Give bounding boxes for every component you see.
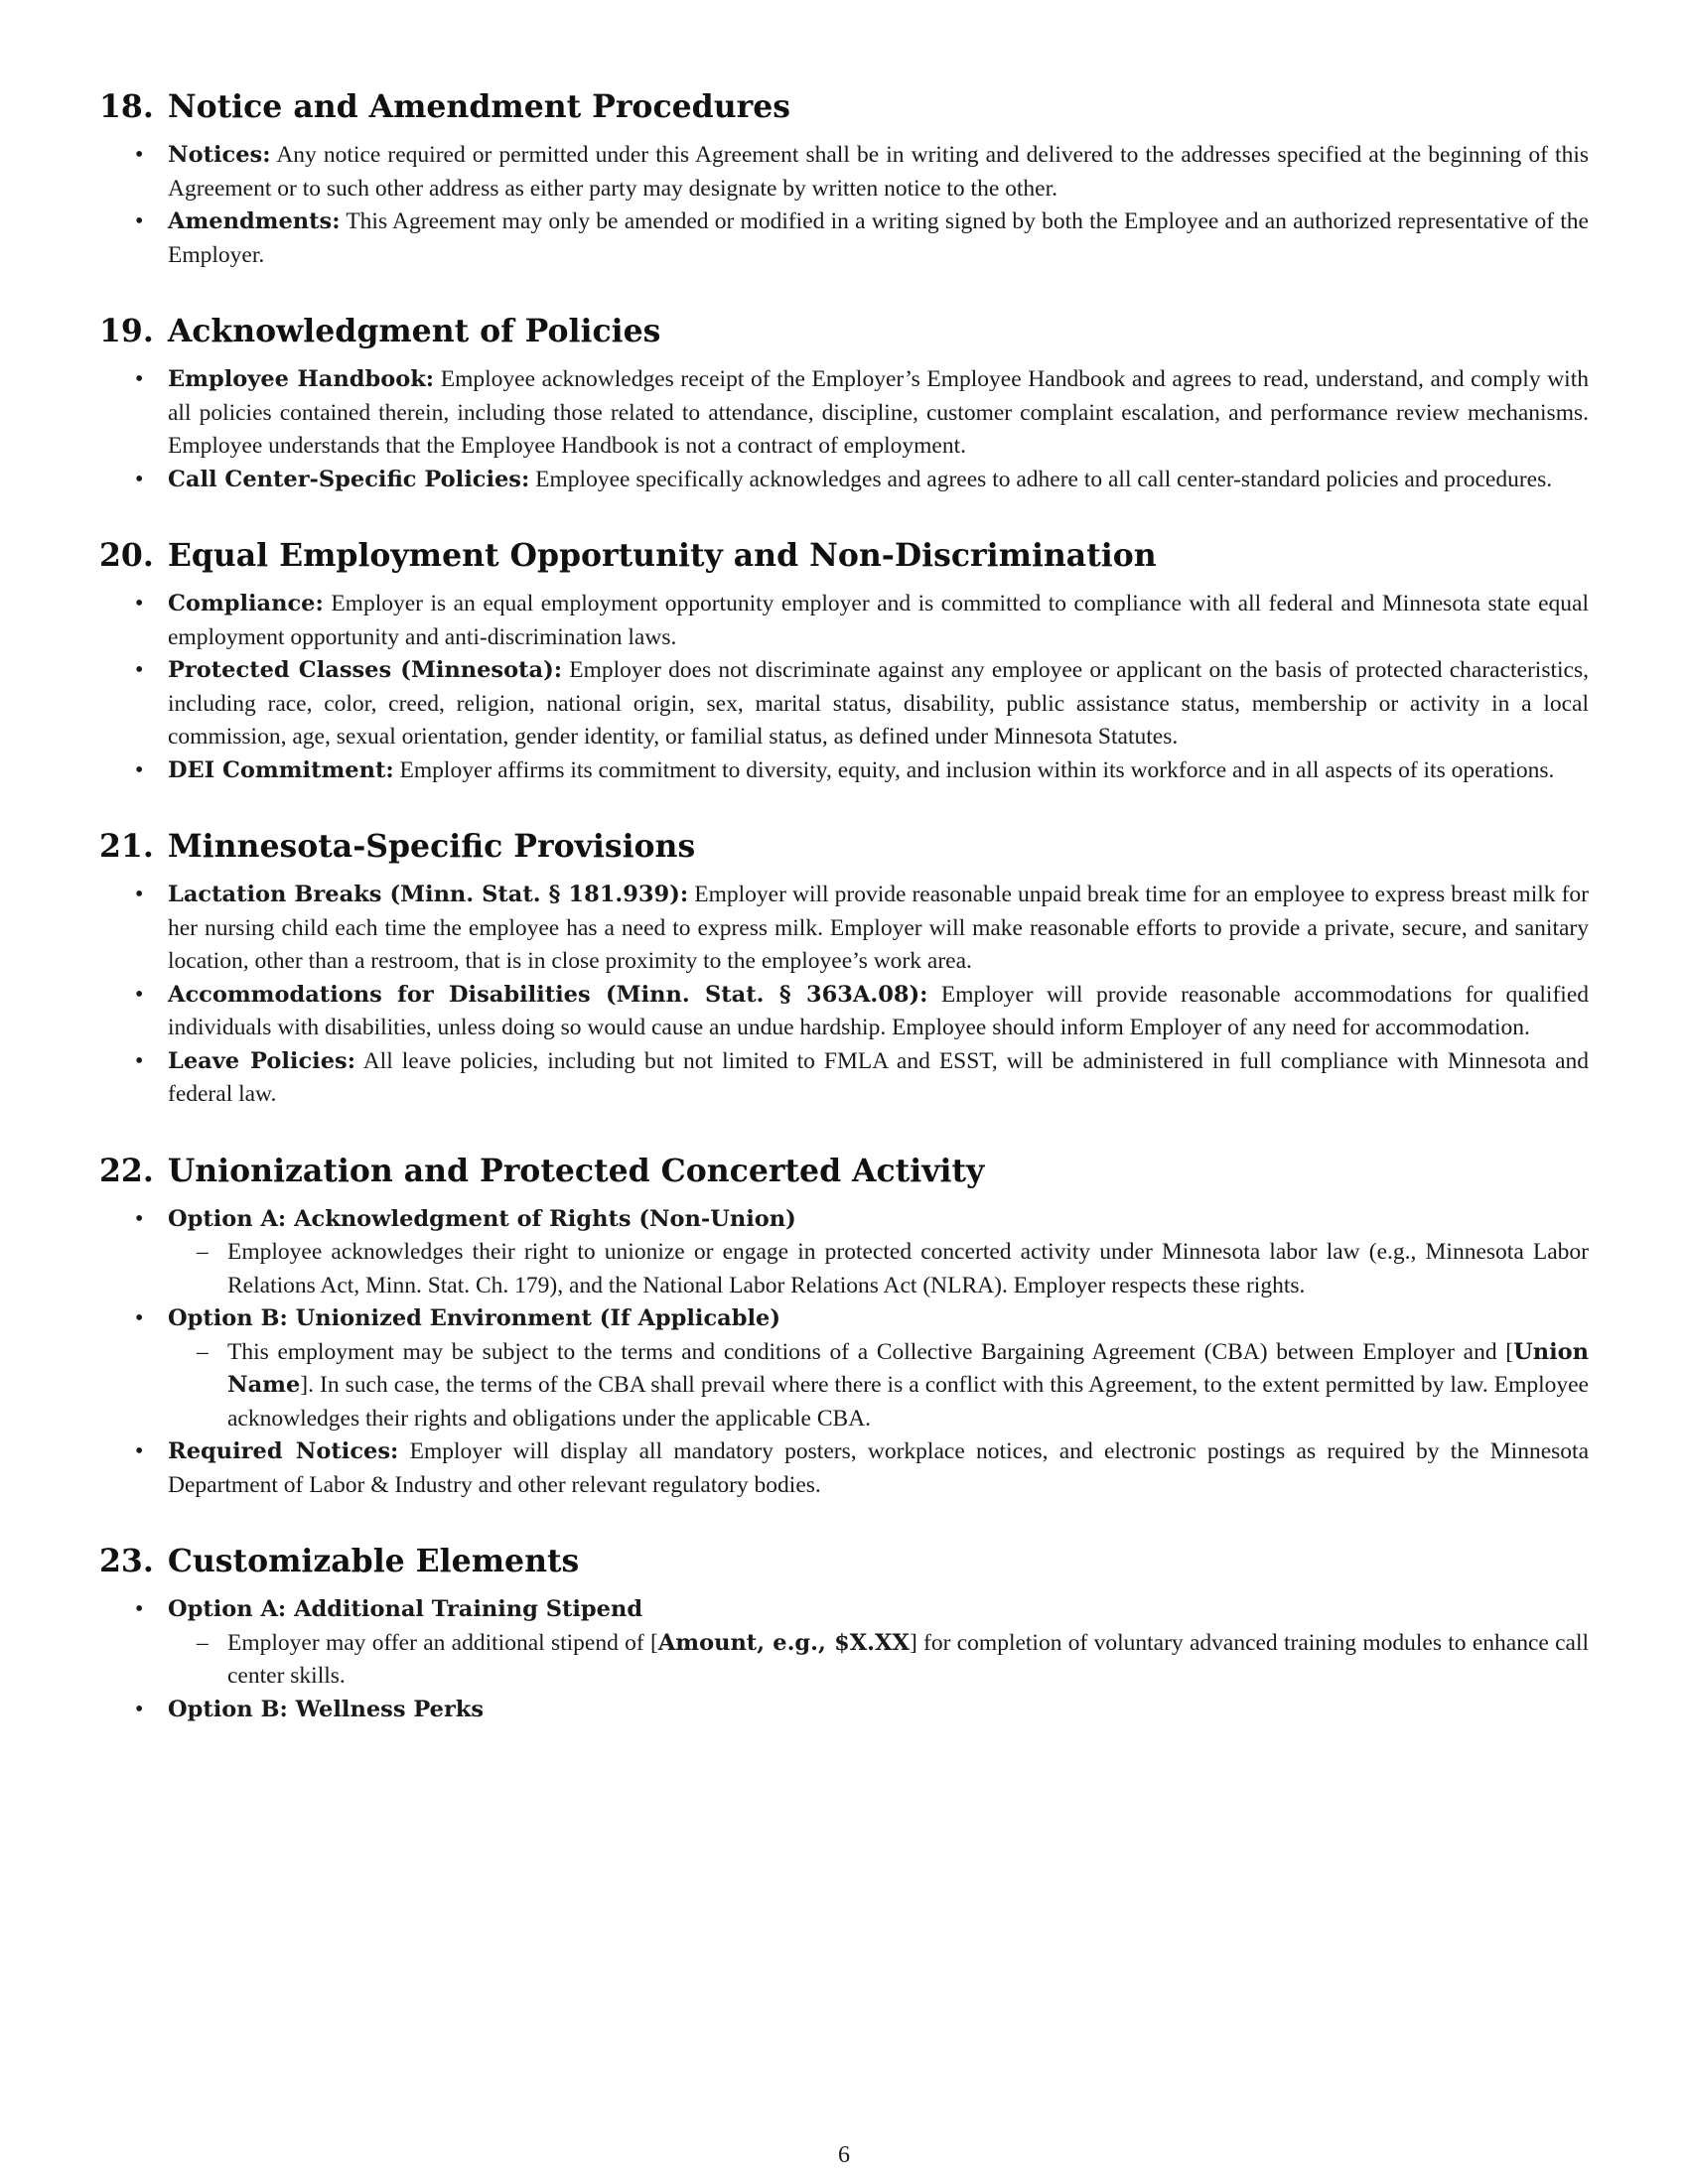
list-item: [99, 139, 1589, 205]
section-number: 20.: [99, 537, 154, 574]
item-text: Employer will display all mandatory posters, workplace notices, and electronic postings as required by the Minnesota Department of Labor & Industry and other relevant regulatory bodies.: [168, 1438, 1589, 1498]
item-text: Employer will provide reasonable accommodations for qualified individuals with disabilities, unless doing so would cause an undue hardship. Employee should inform Employer of any need for accommodation.: [168, 981, 1589, 1040]
item-lead: Leave Policies:: [168, 1047, 356, 1074]
list-item: [99, 1593, 1589, 1694]
section-heading: [99, 827, 1589, 867]
section-number: 21.: [99, 828, 154, 865]
bullet-list: [99, 1203, 1589, 1503]
section-heading: [99, 1542, 1589, 1581]
sub-item-text: Employee acknowledges their right to unionize or engage in protected concerted activity under Minnesota labor law (e.g., Minnesota Labor Relations Act, Minn. Stat. Ch. 179), and the National Labor Relations Act (NLRA). Employer respects these rights.: [227, 1239, 1589, 1298]
item-lead: Option B: Unionized Environment (If Applicable): [168, 1305, 781, 1331]
section-heading: [99, 1152, 1589, 1191]
item-lead: Option B: Wellness Perks: [168, 1696, 485, 1722]
item-lead: Option A: Acknowledgment of Rights (Non-Union): [168, 1205, 796, 1232]
placeholder-field: Amount, e.g., $X.XX: [657, 1629, 910, 1656]
sub-list-item: [168, 1336, 1589, 1436]
list-item: [99, 654, 1589, 754]
item-text: Employer is an equal employment opportunity employer and is committed to compliance with all federal and Minnesota state equal employment opportunity and anti-discrimination laws.: [168, 591, 1589, 650]
sub-item-text: ] for completion of voluntary advanced training modules to enhance call center skills.: [227, 1629, 1590, 1689]
sub-list: [168, 1336, 1589, 1436]
bullet-list: [99, 139, 1589, 272]
item-lead: Amendments:: [168, 208, 341, 234]
section-title: Minnesota-Specific Provisions: [167, 828, 696, 865]
item-text: Employer will provide reasonable unpaid break time for an employee to express breast milk for her nursing child each time the employee has a need to express milk. Employer will make reasonable efforts to provide a private, secure, and sanitary location, other than a restroom, that is in close proximity to the employee’s work area.: [168, 882, 1589, 974]
list-item: [99, 1203, 1589, 1303]
sub-list-item: [168, 1627, 1589, 1694]
sub-list: [168, 1627, 1589, 1694]
section-number: 22.: [99, 1152, 154, 1189]
item-lead: Compliance:: [168, 591, 324, 616]
section-heading: [99, 312, 1589, 351]
sub-list: [168, 1236, 1589, 1302]
bullet-list: [99, 588, 1589, 787]
item-text: Employer affirms its commitment to diversity, equity, and inclusion within its workforce and in all aspects of its operations.: [393, 756, 1555, 783]
sub-list-item: [168, 1236, 1589, 1302]
section-number: 18.: [99, 88, 154, 125]
item-lead: Call Center-Specific Policies:: [168, 466, 530, 492]
section-heading: [99, 87, 1589, 127]
item-text: This Agreement may only be amended or modified in a writing signed by both the Employee and an authorized representative of the Employer.: [168, 208, 1589, 268]
item-lead: Required Notices:: [168, 1438, 399, 1464]
section-title: Equal Employment Opportunity and Non-Discrimination: [167, 537, 1157, 574]
sub-item-text: Employer may offer an additional stipend of [: [227, 1629, 658, 1656]
list-item: [99, 754, 1589, 788]
item-lead: Protected Classes (Minnesota):: [168, 657, 563, 683]
item-lead: Lactation Breaks (Minn. Stat. § 181.939):: [168, 882, 689, 907]
section-number: 23.: [99, 1543, 154, 1579]
sub-item-text: This employment may be subject to the terms and conditions of a Collective Bargaining Agreement (CBA) between Employer and [: [227, 1338, 1514, 1365]
list-item: [99, 979, 1589, 1045]
item-text: Employer does not discriminate against any employee or applicant on the basis of protected characteristics, including race, color, creed, religion, national origin, sex, marital status, disability, public assistance status, membership or activity in a local commission, age, sexual orientation, gender identity, or familial status, as defined under Minnesota Statutes.: [168, 657, 1589, 750]
item-text: Any notice required or permitted under this Agreement shall be in writing and delivered to the addresses specified at the beginning of this Agreement or to such other address as either party may designate by written notice to the other.: [168, 142, 1589, 202]
section-title: Unionization and Protected Concerted Activity: [167, 1152, 985, 1189]
list-item: [99, 1694, 1589, 1727]
item-text: Employee specifically acknowledges and agrees to adhere to all call center-standard policies and procedures.: [529, 466, 1553, 492]
item-lead: DEI Commitment:: [168, 756, 394, 783]
section-title: Customizable Elements: [167, 1543, 580, 1579]
section: [99, 827, 1589, 1112]
item-text: All leave policies, including but not limited to FMLA and ESST, will be administered in full compliance with Minnesota and federal law.: [168, 1047, 1589, 1107]
bullet-list: [99, 879, 1589, 1112]
section: [99, 312, 1589, 496]
list-item: [99, 205, 1589, 272]
section: [99, 536, 1589, 787]
placeholder-field: Union Name: [227, 1338, 1589, 1398]
section-number: 19.: [99, 313, 154, 349]
item-lead: Employee Handbook:: [168, 366, 435, 392]
item-lead: Accommodations for Disabilities (Minn. Stat. § 363A.08):: [168, 981, 928, 1008]
list-item: [99, 1302, 1589, 1435]
bullet-list: [99, 1593, 1589, 1726]
list-item: [99, 1435, 1589, 1502]
item-lead: Notices:: [168, 142, 271, 168]
section: [99, 1152, 1589, 1503]
section-title: Acknowledgment of Policies: [167, 313, 661, 349]
section: [99, 1542, 1589, 1726]
sub-item-text: ]. In such case, the terms of the CBA shall prevail where there is a conflict with this Agreement, to the extent permitted by law. Employee acknowledges their rights and obligations under the applicable CBA.: [227, 1372, 1589, 1432]
list-item: [99, 363, 1589, 464]
document-page: [99, 87, 1589, 1766]
section-heading: [99, 536, 1589, 576]
item-text: Employee acknowledges receipt of the Employer’s Employee Handbook and agrees to read, understand, and comply with all policies contained therein, including those related to attendance, discipline, customer complaint escalation, and performance review mechanisms. Employee understands that the Employee Handbook is not a contract of employment.: [168, 366, 1589, 459]
section-title: Notice and Amendment Procedures: [167, 88, 790, 125]
list-item: [99, 588, 1589, 654]
list-item: [99, 1045, 1589, 1112]
list-item: [99, 464, 1589, 497]
section: [99, 87, 1589, 272]
item-lead: Option A: Additional Training Stipend: [168, 1596, 643, 1622]
page-number: 6: [838, 2142, 850, 2168]
list-item: [99, 879, 1589, 979]
bullet-list: [99, 363, 1589, 496]
